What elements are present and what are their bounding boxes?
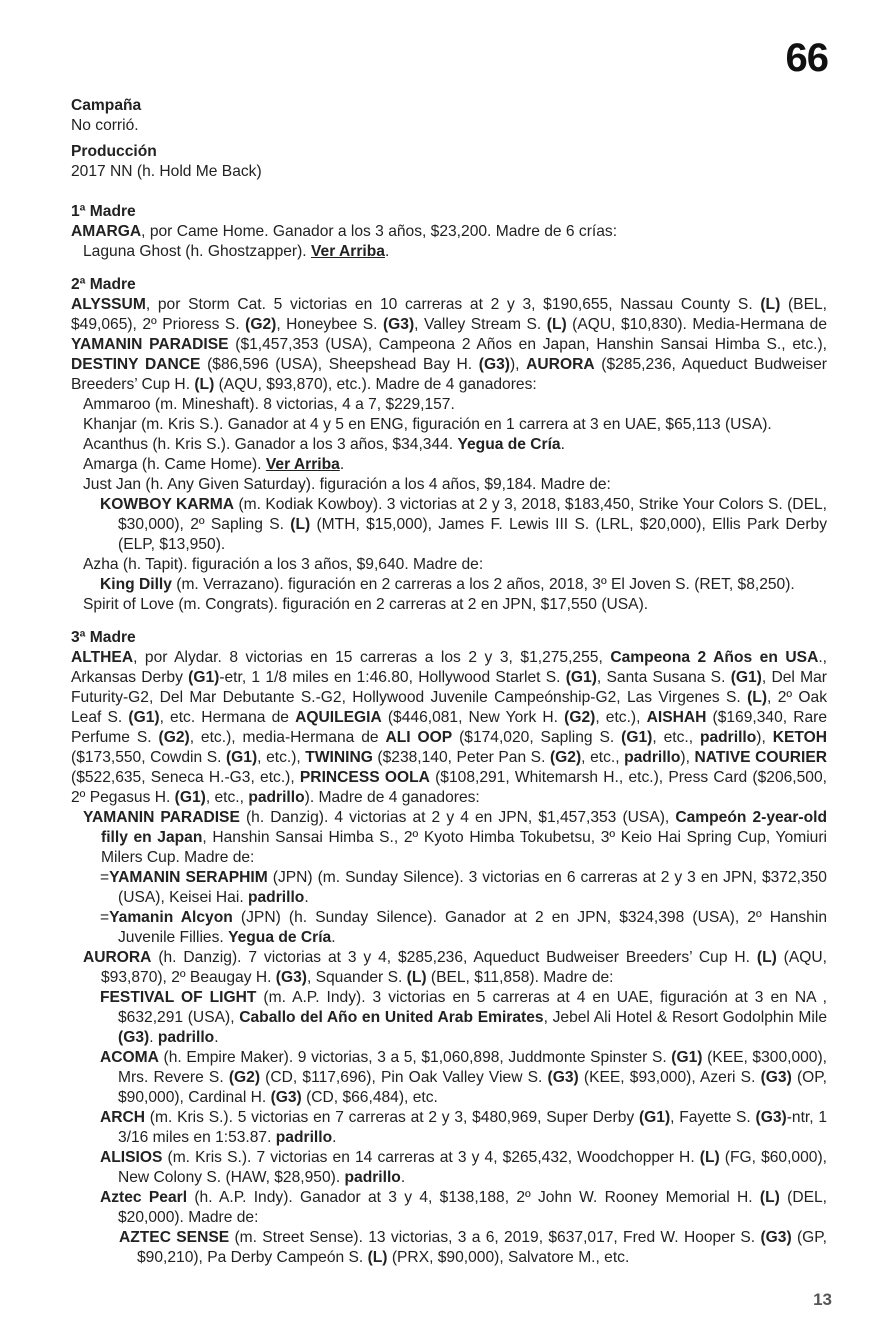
primera-madre-text: AMARGA, por Came Home. Ganador a los 3 años, $23,200. Madre de 6 crías:	[71, 223, 618, 240]
produce-sub-entry: Aztec Pearl (h. A.P. Indy). Ganador at 3 y 4, $138,188, 2º John W. Rooney Memorial H. (L) (DEL, $20,000). Madre de:	[100, 1189, 827, 1226]
campana-text: No corrió.	[71, 117, 139, 134]
lot-number: 66	[785, 36, 828, 80]
produce-sub-entry: ARCH (m. Kris S.). 5 victorias en 7 carreras at 2 y 3, $480,969, Super Derby (G1), Fayette S. (G3)-ntr, 1 3/16 miles en 1:53.87. padrillo.	[100, 1109, 827, 1146]
produccion-text: 2017 NN (h. Hold Me Back)	[71, 163, 262, 180]
produce-entry: Khanjar (m. Kris S.). Ganador at 4 y 5 en ENG, figuración en 1 carrera at 3 en UAE, $65,113 (USA).	[83, 416, 772, 433]
produce-sub-entry: =Yamanin Alcyon (JPN) (h. Sunday Silence). Ganador at 2 en JPN, $324,398 (USA), 2º Hanshin Juvenile Fillies. Yegua de Cría.	[100, 909, 827, 946]
segunda-madre-heading: 2ª Madre	[71, 276, 136, 293]
produce-sub-entry: =YAMANIN SERAPHIM (JPN) (m. Sunday Silence). 3 victorias en 6 carreras at 2 y 3 en JPN, $372,350 (USA), Keisei Hai. padrillo.	[100, 869, 827, 906]
primera-madre-heading: 1ª Madre	[71, 203, 136, 220]
produce-sub-entry: ALISIOS (m. Kris S.). 7 victorias en 14 carreras at 3 y 4, $265,432, Woodchopper H. (L) (FG, $60,000), New Colony S. (HAW, $28,950). padrillo.	[100, 1149, 827, 1186]
produce-entry: AURORA (h. Danzig). 7 victorias at 3 y 4, $285,236, Aqueduct Budweiser Breeders’ Cup H. (L) (AQU, $93,870), 2º Beaugay H. (G3), Squander S. (L) (BEL, $11,858). Madre de:	[83, 949, 827, 986]
dam-name: AMARGA	[71, 223, 142, 240]
produce-entry: Acanthus (h. Kris S.). Ganador a los 3 años, $34,344. Yegua de Cría.	[83, 436, 565, 453]
produce-entry: YAMANIN PARADISE (h. Danzig). 4 victorias at 2 y 4 en JPN, $1,457,353 (USA), Campeón 2-year-old filly en Japan, Hanshin Sansai Himba S., 2º Kyoto Himba Tokubetsu, 3º Keio Hai Spring Cup, Yomiuri Milers Cup. Madre de:	[83, 809, 827, 866]
ver-arriba-link[interactable]: Ver Arriba	[265, 456, 340, 473]
produce-sub-entry: FESTIVAL OF LIGHT (m. A.P. Indy). 3 victorias en 5 carreras at 4 en UAE, figuración at 3 en NA , $632,291 (USA), Caballo del Año en United Arab Emirates, Jebel Ali Hotel & Resort Godolphin Mile (G3). padrillo.	[100, 989, 827, 1046]
produce-entry: Ammaroo (m. Mineshaft). 8 victorias, 4 a 7, $229,157.	[83, 396, 455, 413]
produce-entry: Laguna Ghost (h. Ghostzapper). Ver Arriba.	[83, 243, 390, 260]
page-number: 13	[813, 1290, 832, 1309]
ver-arriba-link[interactable]: Ver Arriba	[310, 243, 385, 260]
produce-entry: Spirit of Love (m. Congrats). figuración en 2 carreras at 2 en JPN, $17,550 (USA).	[83, 596, 649, 613]
produce-entry: Amarga (h. Came Home). Ver Arriba.	[83, 456, 345, 473]
pedigree-content	[71, 96, 827, 1268]
campana-heading: Campaña	[71, 97, 142, 114]
produce-sub-entry: KOWBOY KARMA (m. Kodiak Kowboy). 3 victorias at 2 y 3, 2018, $183,450, Strike Your Colors S. (DEL, $30,000), 2º Sapling S. (L) (MTH, $15,000), James F. Lewis III S. (LRL, $20,000), Ellis Park Derby (ELP, $13,950).	[100, 496, 827, 553]
tercera-madre-heading: 3ª Madre	[71, 629, 136, 646]
produce-sub-sub-entry: AZTEC SENSE (m. Street Sense). 13 victorias, 3 a 6, 2019, $637,017, Fred W. Hooper S. (G3) (GP, $90,210), Pa Derby Campeón S. (L) (PRX, $90,000), Salvatore M., etc.	[119, 1229, 827, 1266]
produce-sub-entry: ACOMA (h. Empire Maker). 9 victorias, 3 a 5, $1,060,898, Juddmonte Spinster S. (G1) (KEE, $300,000), Mrs. Revere S. (G2) (CD, $117,696), Pin Oak Valley View S. (G3) (KEE, $93,000), Azeri S. (G3) (OP, $90,000), Cardinal H. (G3) (CD, $66,484), etc.	[100, 1049, 827, 1106]
produccion-heading: Producción	[71, 143, 157, 160]
produce-sub-entry: King Dilly (m. Verrazano). figuración en 2 carreras a los 2 años, 2018, 3º El Joven S. (RET, $8,250).	[100, 576, 795, 593]
segunda-madre-text: ALYSSUM, por Storm Cat. 5 victorias en 10 carreras at 2 y 3, $190,655, Nassau County S. (L) (BEL, $49,065), 2º Prioress S. (G2), Honeybee S. (G3), Valley Stream S. (L) (AQU, $10,830). Media-Hermana de YAMANIN PARADISE ($1,457,353 (USA), Campeona 2 Años en Japan, Hanshin Sansai Himba S., etc.), DESTINY DANCE ($86,596 (USA), Sheepshead Bay H. (G3)), AURORA ($285,236, Aqueduct Budweiser Breeders’ Cup H. (L) (AQU, $93,870), etc.). Madre de 4 ganadores:	[71, 296, 827, 393]
produce-entry: Azha (h. Tapit). figuración a los 3 años, $9,640. Madre de:	[83, 556, 484, 573]
produce-entry: Just Jan (h. Any Given Saturday). figuración a los 4 años, $9,184. Madre de:	[83, 476, 611, 493]
tercera-madre-text: ALTHEA, por Alydar. 8 victorias en 15 carreras a los 2 y 3, $1,275,255, Campeona 2 Años en USA., Arkansas Derby (G1)-etr, 1 1/8 miles en 1:46.80, Hollywood Starlet S. (G1), Santa Susana S. (G1), Del Mar Futurity-G2, Del Mar Debutante S.-G2, Hollywood Juvenile Campeónship-G2, Las Virgenes S. (L), 2º Oak Leaf S. (G1), etc. Hermana de AQUILEGIA ($446,081, New York H. (G2), etc.), AISHAH ($169,340, Rare Perfume S. (G2), etc.), media-Hermana de ALI OOP ($174,020, Sapling S. (G1), etc., padrillo), KETOH ($173,550, Cowdin S. (G1), etc.), TWINING ($238,140, Peter Pan S. (G2), etc., padrillo), NATIVE COURIER ($522,635, Seneca H.-G3, etc.), PRINCESS OOLA ($108,291, Whitemarsh H., etc.), Press Card ($206,500, 2º Pegasus H. (G1), etc., padrillo). Madre de 4 ganadores:	[71, 649, 828, 806]
